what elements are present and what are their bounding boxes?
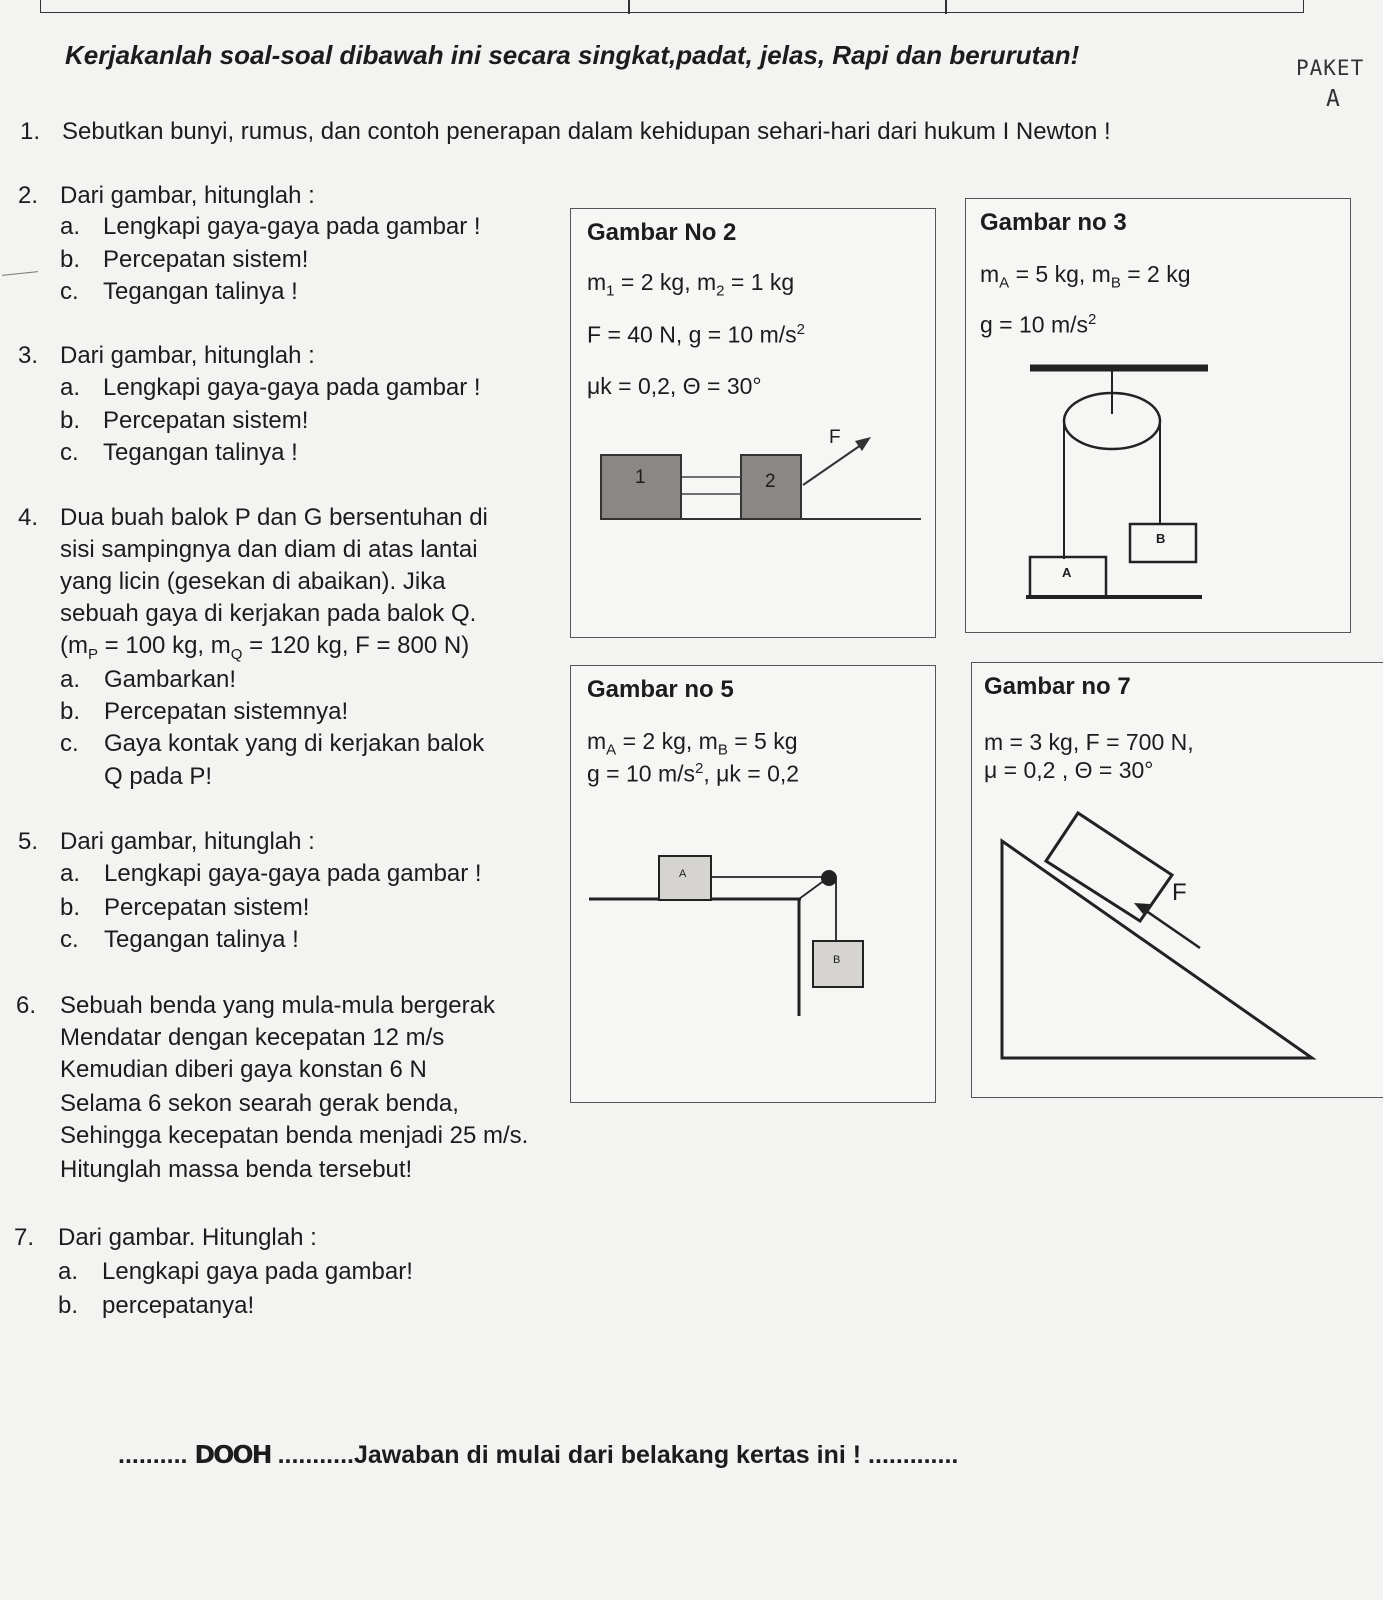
panel-given-masses: $m_A = 5$ kg, $m_B = 2$ kg [980, 261, 1191, 292]
footer-line: .......... DOOH ...........Jawaban di mulai dari belakang kertas ini ! ............. [118, 1440, 959, 1469]
q4-line: yang licin (gesekan di abaikan). Jika [60, 568, 446, 595]
q2-item-letter: b. [60, 246, 81, 273]
q5-item-letter: c. [60, 926, 79, 953]
footer-text: Jawaban di mulai dari belakang kertas ini ! [353, 1441, 862, 1469]
q2-number: 2. [18, 182, 39, 209]
q5-item-letter: b. [60, 894, 81, 921]
q7-item-letter: b. [58, 1292, 79, 1319]
q7-item-text: Lengkapi gaya pada gambar! [102, 1258, 413, 1285]
q4-item-letter: c. [60, 730, 79, 757]
q5-item-letter: a. [60, 860, 81, 887]
top-table-divider [945, 0, 947, 14]
panel-gambar-2 [570, 208, 936, 638]
q7-item-letter: a. [58, 1258, 79, 1285]
panel-given-gravity: g = 10 $m/s^2$ [980, 311, 1097, 338]
q3-item-text: Lengkapi gaya-gaya pada gambar ! [103, 374, 481, 401]
top-table-border [40, 0, 1304, 13]
q2-item-letter: c. [60, 278, 79, 305]
q7-number: 7. [14, 1224, 35, 1251]
q3-item-text: Percepatan sistem! [103, 407, 309, 434]
q4-item-letter: b. [60, 698, 81, 725]
force-label: F [1172, 879, 1187, 906]
q7-text: Dari gambar. Hitunglah : [58, 1224, 317, 1251]
block-a-label: A [1062, 565, 1072, 580]
block-1-label: 1 [635, 467, 646, 488]
top-table-divider [628, 0, 630, 14]
q4-line: sisi sampingnya dan diam di atas lantai [60, 536, 478, 563]
q3-item-letter: b. [60, 407, 81, 434]
q5-item-text: Percepatan sistem! [104, 894, 310, 921]
logo-mark: DOOH [194, 1440, 271, 1469]
q4-mass-line: ($m_P = 100$ kg, $m_Q = 120$ kg, F = 800 N) [60, 632, 470, 663]
panel-title: Gambar no 3 [980, 209, 1127, 236]
panel-gambar-7 [971, 662, 1383, 1098]
q5-text: Dari gambar, hitunglah : [60, 828, 315, 855]
panel-given-friction: μ = 0,2 , Θ = 30° [984, 757, 1154, 783]
q7-item-text: percepatanya! [102, 1292, 255, 1319]
q5-item-text: Tegangan talinya ! [104, 926, 299, 953]
force-arrow [1142, 908, 1200, 948]
q4-item-text: Q pada P! [104, 763, 213, 790]
block-2-label: 2 [765, 471, 776, 492]
diagram-pulley [966, 199, 1350, 632]
q4-item-text: Gaya kontak yang di kerjakan balok [104, 730, 485, 757]
q3-item-text: Tegangan talinya ! [103, 439, 298, 466]
diagram-two-blocks [571, 209, 935, 637]
panel-given-gravity: g = 10 $m/s^2$, μk = 0,2 [587, 760, 800, 787]
panel-given-masses: $m_A = 2$ kg, $m_B = 5$ kg [587, 728, 798, 759]
q6-line: Sebuah benda yang mula-mula bergerak [60, 992, 495, 1019]
paket-label: PAKET [1296, 56, 1365, 80]
q4-line: Dua buah balok P dan G bersentuhan di [60, 504, 488, 531]
q2-item-letter: a. [60, 213, 81, 240]
q4-number: 4. [18, 504, 39, 531]
block-b-label: B [1156, 531, 1166, 546]
paket-letter: A [1326, 86, 1340, 112]
q6-line: Kemudian diberi gaya konstan 6 N [60, 1056, 427, 1083]
arrow-head [855, 437, 871, 451]
q3-item-letter: a. [60, 374, 81, 401]
q6-line: Hitunglah massa benda tersebut! [60, 1156, 413, 1183]
q1-number: 1. [20, 118, 41, 145]
q4-item-text: Percepatan sistemnya! [104, 698, 349, 725]
panel-title: Gambar No 2 [587, 219, 737, 246]
q4-line: sebuah gaya di kerjakan pada balok Q. [60, 600, 477, 627]
panel-gambar-5 [570, 665, 936, 1103]
q6-line: Mendatar dengan kecepatan 12 m/s [60, 1024, 445, 1051]
q2-item-text: Tegangan talinya ! [103, 278, 298, 305]
panel-given-mass-force: m = 3 kg, F = 700 N, [984, 729, 1194, 755]
q3-text: Dari gambar, hitunglah : [60, 342, 315, 369]
pen-mark [2, 271, 38, 276]
diagram-table-pulley [571, 666, 935, 1102]
q2-item-text: Percepatan sistem! [103, 246, 309, 273]
panel-given-friction: μk = 0,2, Θ = 30° [587, 373, 762, 399]
q4-item-letter: a. [60, 666, 81, 693]
block [1046, 813, 1172, 921]
panel-title: Gambar no 5 [587, 676, 734, 703]
panel-given-force: F = 40 N, g = 10 $m/s^2$ [587, 321, 805, 348]
block-b-label: B [833, 954, 841, 966]
q6-number: 6. [16, 992, 37, 1019]
panel-given-masses: $m_1 = 2$ kg, $m_2 = 1$ kg [587, 269, 795, 300]
force-label: F [829, 427, 841, 448]
panel-title: Gambar no 7 [984, 673, 1131, 700]
q2-item-text: Lengkapi gaya-gaya pada gambar ! [103, 213, 481, 240]
q6-line: Selama 6 sekon searah gerak benda, [60, 1090, 459, 1117]
panel-gambar-3 [965, 198, 1351, 633]
instruction-heading: Kerjakanlah soal-soal dibawah ini secara singkat,padat, jelas, Rapi dan berurutan! [65, 40, 1080, 70]
q5-number: 5. [18, 828, 39, 855]
force-arrow [803, 445, 861, 485]
q5-item-text: Lengkapi gaya-gaya pada gambar ! [104, 860, 482, 887]
q1-text: Sebutkan bunyi, rumus, dan contoh penerapan dalam kehidupan sehari-hari dari hukum I Newton ! [62, 118, 1111, 145]
q3-item-letter: c. [60, 439, 79, 466]
q2-text: Dari gambar, hitunglah : [60, 182, 315, 209]
q3-number: 3. [18, 342, 39, 369]
q6-line: Sehingga kecepatan benda menjadi 25 m/s. [60, 1122, 529, 1149]
q4-item-text: Gambarkan! [104, 666, 237, 693]
pulley [821, 870, 837, 886]
block-a-label: A [679, 868, 687, 880]
